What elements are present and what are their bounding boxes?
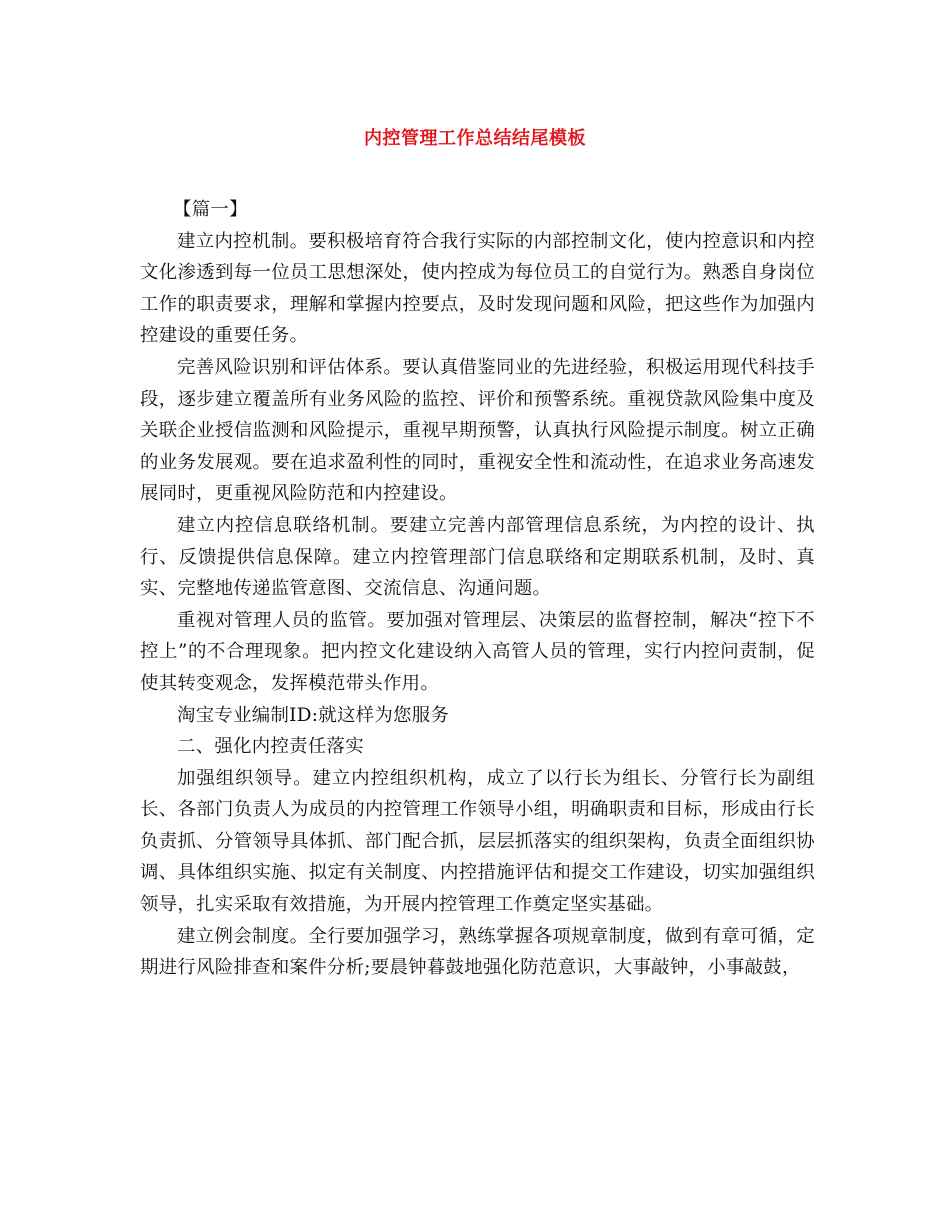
document-title: 内控管理工作总结结尾模板 <box>364 128 586 149</box>
document-body <box>140 194 815 984</box>
paragraph: 完善风险识别和评估体系。要认真借鉴同业的先进经验，积极运用现代科技手段，逐步建立覆盖所有业务风险的监控、评价和预警系统。重视贷款风险集中度及关联企业授信监测和风险提示，重视早期预警，认真执行风险提示制度。树立正确的业务发展观。要在追求盈利性的同时，重视安全性和流动性，在追求业务高速发展同时，更重视风险防范和内控建设。 <box>140 356 815 505</box>
paragraph: 重视对管理人员的监管。要加强对管理层、决策层的监督控制，解决“控下不控上”的不合理现象。把内控文化建设纳入高管人员的管理，实行内控问责制，促使其转变观念，发挥模范带头作用。 <box>140 609 815 694</box>
paragraph: 淘宝专业编制ID:就这样为您服务 <box>177 704 450 726</box>
section-heading: 二、强化内控责任落实 <box>177 736 364 758</box>
section-heading: 【篇一】 <box>173 199 248 220</box>
paragraph: 加强组织领导。建立内控组织机构，成立了以行长为组长、分管行长为副组长、各部门负责人为成员的内控管理工作领导小组，明确职责和目标，形成由行长负责抓、分管领导具体抓、部门配合抓，层层抓落实的组织架构，负责全面组织协调、具体组织实施、拟定有关制度、内控措施评估和提交工作建设，切实加强组织领导，扎实采取有效措施，为开展内控管理工作奠定坚实基础。 <box>140 767 815 916</box>
paragraph: 建立内控机制。要积极培育符合我行实际的内部控制文化，使内控意识和内控文化渗透到每一位员工思想深处，使内控成为每位员工的自觉行为。熟悉自身岗位工作的职责要求，理解和掌握内控要点，及时发现问题和风险，把这些作为加强内控建设的重要任务。 <box>140 230 815 347</box>
paragraph: 建立例会制度。全行要加强学习，熟练掌握各项规章制度，做到有章可循，定期进行风险排查和案件分析;要晨钟暮鼓地强化防范意识，大事敲钟，小事敲鼓， <box>140 925 815 979</box>
paragraph: 建立内控信息联络机制。要建立完善内部管理信息系统，为内控的设计、执行、反馈提供信息保障。建立内控管理部门信息联络和定期联系机制，及时、真实、完整地传递监管意图、交流信息、沟通问题。 <box>140 514 815 600</box>
